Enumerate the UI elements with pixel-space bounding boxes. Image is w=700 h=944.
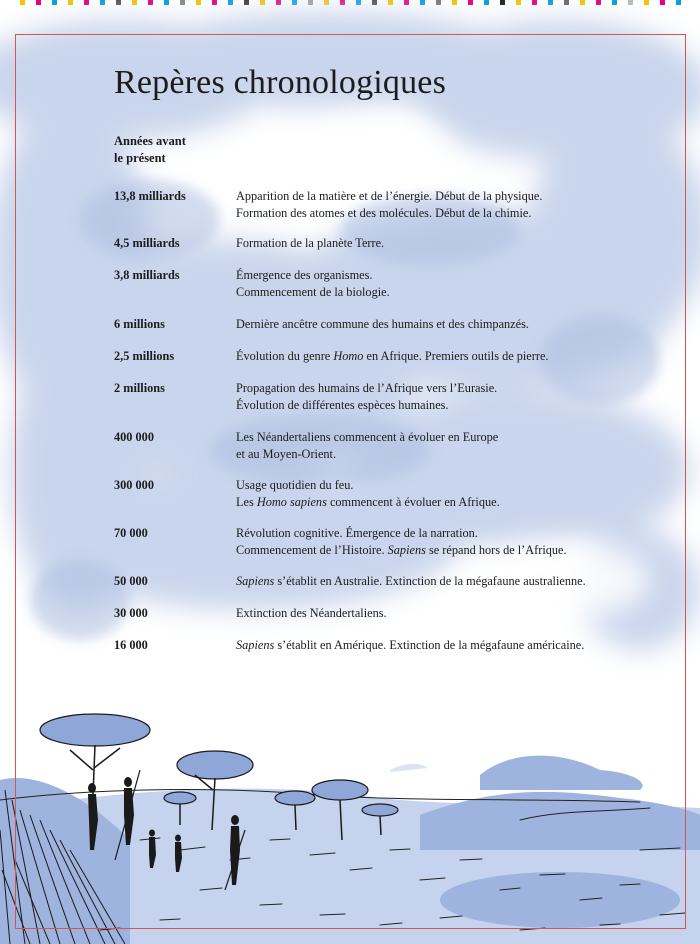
timeline-date: 16 000 [114,638,148,652]
timeline-description-line: Les Néandertaliens commencent à évoluer en Europe [236,430,499,444]
timeline-date: 70 000 [114,526,148,540]
timeline-date: 3,8 milliards [114,268,180,282]
timeline-date: 6 millions [114,317,165,331]
timeline-date: 300 000 [114,478,154,492]
timeline-date: 2 millions [114,381,165,395]
timeline-description [236,429,498,463]
timeline-description [236,477,500,511]
timeline-description-line: Les Homo sapiens commencent à évoluer en Afrique. [236,495,500,509]
timeline-date: 400 000 [114,430,154,444]
timeline-description [236,525,567,559]
timeline-description [236,267,390,301]
timeline-date: 13,8 milliards [114,189,186,203]
timeline-description-line: Formation de la planète Terre. [236,236,385,250]
column-header-line1: Années avant [114,134,186,148]
timeline-description [236,316,529,333]
timeline-description [236,605,387,622]
timeline-description-line: Révolution cognitive. Émergence de la narration. [236,526,478,540]
timeline-description-line: Apparition de la matière et de l’énergie. Début de la physique. [236,189,543,203]
timeline-description-line: Commencement de la biologie. [236,285,390,299]
timeline-description-line: Extinction des Néandertaliens. [236,606,387,620]
timeline-description-line: et au Moyen-Orient. [236,447,337,461]
timeline-date: 4,5 milliards [114,236,180,250]
timeline-date: 30 000 [114,606,148,620]
timeline-description [236,573,586,590]
timeline-date: 50 000 [114,574,148,588]
timeline-date: 2,5 millions [114,349,175,363]
timeline-description [236,235,384,252]
timeline-description-line: Sapiens s’établit en Australie. Extinction de la mégafaune australienne. [236,574,586,588]
timeline-description [236,637,584,654]
page-title: Repères chronologiques [114,64,447,101]
timeline-description [236,348,549,365]
timeline-description-line: Émergence des organismes. [236,268,373,282]
timeline-description [236,188,542,222]
timeline-description-line: Évolution du genre Homo en Afrique. Premiers outils de pierre. [236,349,549,363]
timeline-description-line: Propagation des humains de l’Afrique vers l’Eurasie. [236,381,498,395]
timeline-description-line: Évolution de différentes espèces humaines. [236,398,449,412]
column-header [114,133,186,167]
timeline-description [236,380,497,414]
timeline-description-line: Formation des atomes et des molécules. Début de la chimie. [236,206,532,220]
timeline-description-line: Usage quotidien du feu. [236,478,354,492]
timeline-description-line: Dernière ancêtre commune des humains et des chimpanzés. [236,317,529,331]
savanna-illustration [0,690,700,944]
timeline-description-line: Commencement de l’Histoire. Sapiens se répand hors de l’Afrique. [236,543,567,557]
column-header-line2: le présent [114,151,166,165]
timeline-description-line: Sapiens s’établit en Amérique. Extinction de la mégafaune américaine. [236,638,585,652]
